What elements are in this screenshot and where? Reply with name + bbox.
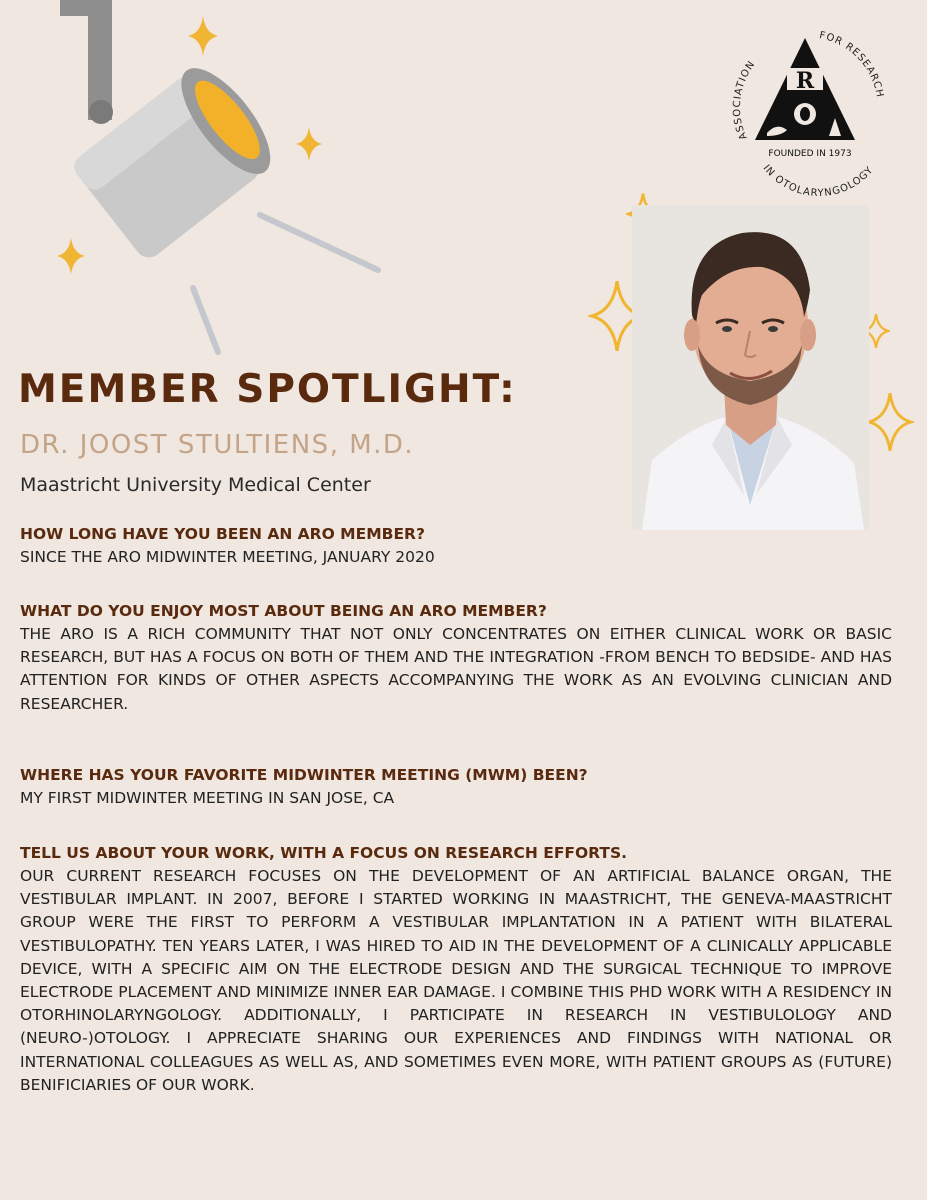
svg-text:ASSOCIATION xyxy=(732,59,758,141)
question: TELL US ABOUT YOUR WORK, WITH A FOCUS ON RESEARCH EFFORTS. xyxy=(20,844,628,862)
logo-founded: FOUNDED IN 1973 xyxy=(768,149,852,159)
logo-text-bottom: IN OTOLARYNGOLOGY xyxy=(760,162,876,200)
svg-text:R: R xyxy=(795,68,815,94)
sparkle-icon xyxy=(296,126,322,162)
answer: MY FIRST MIDWINTER MEETING IN SAN JOSE, CA xyxy=(20,789,395,807)
qa-block xyxy=(20,523,892,569)
question: HOW LONG HAVE YOU BEEN AN ARO MEMBER? xyxy=(20,525,425,543)
qa-block xyxy=(20,600,892,716)
logo-text-left: ASSOCIATION xyxy=(731,58,758,142)
question: WHAT DO YOU ENJOY MOST ABOUT BEING AN ARO MEMBER? xyxy=(20,602,547,620)
logo-text-right: FOR RESEARCH xyxy=(818,30,886,99)
page-title: MEMBER SPOTLIGHT: xyxy=(18,367,517,412)
answer: SINCE THE ARO MIDWINTER MEETING, JANUARY 2020 xyxy=(20,548,435,566)
member-affiliation: Maastricht University Medical Center xyxy=(20,474,371,496)
portrait-photo xyxy=(632,205,869,530)
member-name: DR. JOOST STULTIENS, M.D. xyxy=(20,430,415,460)
aro-logo xyxy=(705,18,905,203)
question: WHERE HAS YOUR FAVORITE MIDWINTER MEETING (MWM) BEEN? xyxy=(20,766,588,784)
svg-text:IN OTOLARYNGOLOGY xyxy=(761,163,876,199)
qa-block xyxy=(20,842,892,1097)
sparkle-icon xyxy=(57,237,85,275)
answer: THE ARO IS A RICH COMMUNITY THAT NOT ONLY CONCENTRATES ON EITHER CLINICAL WORK OR BASIC RESEARCH, BUT HAS A FOCUS ON BOTH OF THEM AND THE INTEGRATION -FROM BENCH TO BEDSIDE- AND HAS ATTENTION FOR KINDS OF OTHER ASPECTS ACCOMPANYING THE WORK AS AN EVOLVING CLINICIAN AND RESEARCHER. xyxy=(20,625,892,713)
portrait-icon xyxy=(632,205,869,530)
answer: OUR CURRENT RESEARCH FOCUSES ON THE DEVELOPMENT OF AN ARTIFICIAL BALANCE ORGAN, THE VESTIBULAR IMPLANT. IN 2007, BEFORE I STARTED WORKING IN MAASTRICHT, THE GENEVA-MAASTRICHT GROUP WERE THE FIRST TO PERFORM A VESTIBULAR IMPLANTATION IN A PATIENT WITH BILATERAL VESTIBULOPATHY. TEN YEARS LATER, I WAS HIRED TO AID IN THE DEVELOPMENT OF A CLINICALLY APPLICABLE DEVICE, WITH A SPECIFIC AIM ON THE ELECTRODE DESIGN AND THE SURGICAL TECHNIQUE TO IMPROVE ELECTRODE PLACEMENT AND MINIMIZE INNER EAR DAMAGE. I COMBINE THIS PHD WORK WITH A RESIDENCY IN OTORHINOLARYNGOLOGY. ADDITIONALLY, I PARTICIPATE IN RESEARCH IN VESTIBULOLOGY AND (NEURO-)OTOLOGY. I APPRECIATE SHARING OUR EXPERIENCES AND FINDINGS WITH NATIONAL OR INTERNATIONAL COLLEAGUES AS WELL AS, AND SOMETIMES EVEN MORE, WITH PATIENT GROUPS AS (FUTURE) BENIFICIARIES OF OUR WORK. xyxy=(20,867,892,1094)
sparkle-icon xyxy=(188,16,218,56)
qa-block xyxy=(20,764,892,810)
sparkle-outline-icon xyxy=(866,378,914,466)
